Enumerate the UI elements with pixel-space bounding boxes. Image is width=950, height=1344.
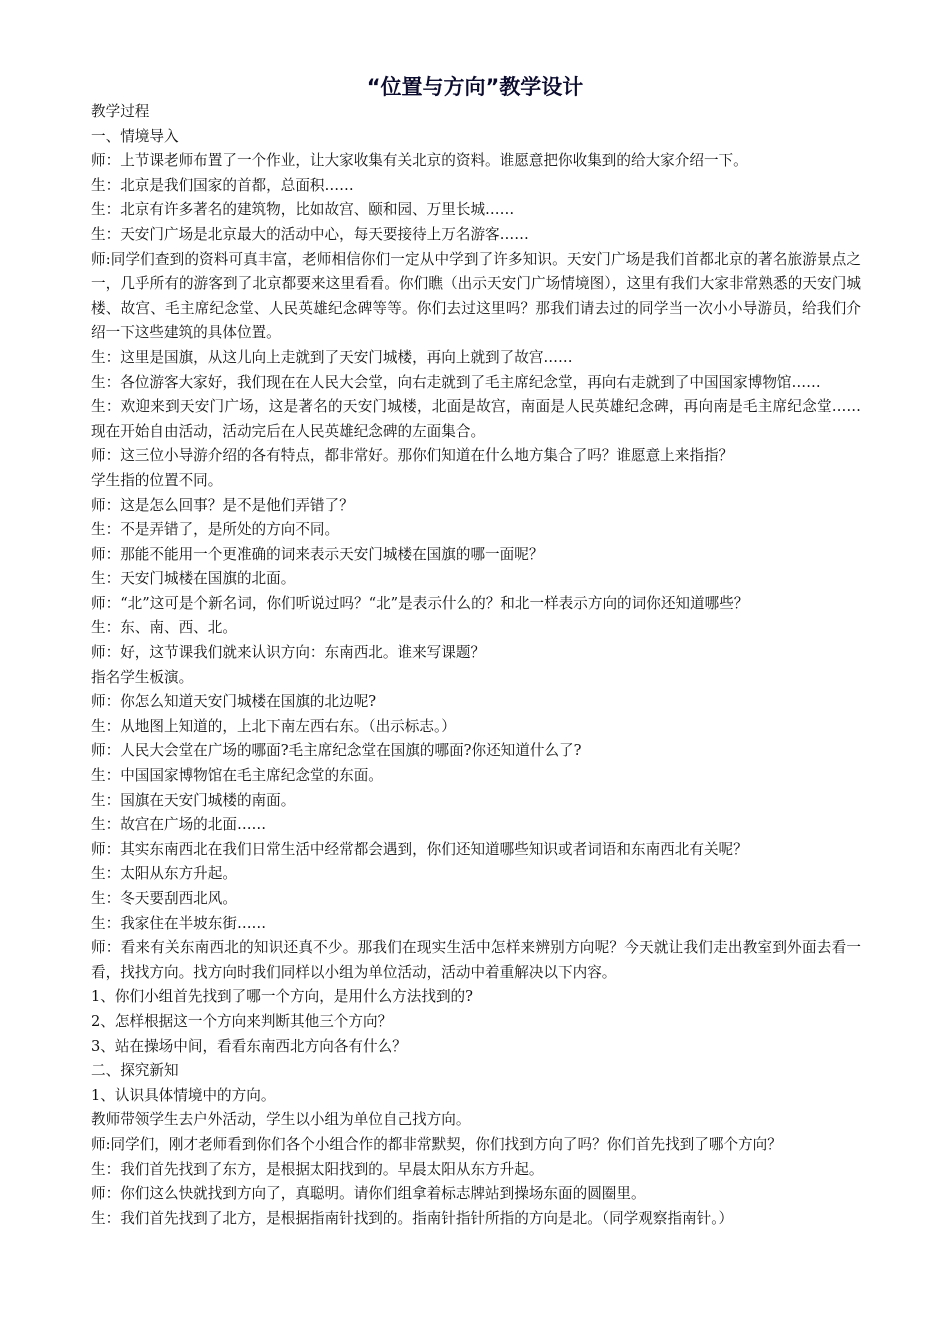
paragraph: 生：我们首先找到了东方，是根据太阳找到的。早晨太阳从东方升起。	[91, 1160, 544, 1178]
paragraph: 1、你们小组首先找到了哪一个方向，是用什么方法找到的?	[91, 988, 473, 1006]
paragraph: 师：你怎么知道天安门城楼在国旗的北边呢?	[91, 693, 377, 711]
paragraph: 教学过程	[91, 103, 150, 120]
paragraph: 师：好，这节课我们就来认识方向：东南西北。谁来写课题？	[91, 644, 486, 662]
paragraph: 师：人民大会堂在广场的哪面?毛主席纪念堂在国旗的哪面?你还知道什么了?	[91, 742, 582, 760]
paragraph: 指名学生板演。	[91, 668, 194, 686]
paragraph: 生：欢迎来到天安门广场，这是著名的天安门城楼，北面是故宫，南面是人民英雄纪念碑，再向南是毛主席纪念堂……现在开始自由活动，活动完后在人民英雄纪念碑的左面集合。	[91, 398, 861, 440]
paragraph: 教师带领学生去户外活动，学生以小组为单位自己找方向。	[91, 1111, 471, 1129]
paragraph: 师：这是怎么回事？是不是他们弄错了？	[91, 496, 354, 514]
paragraph: 生：故宫在广场的北面……	[91, 816, 267, 834]
paragraph: 生：我家住在半坡东街……	[91, 914, 267, 932]
paragraph: 师:同学们，刚才老师看到你们各个小组合作的都非常默契，你们找到方向了吗？你们首先找到了哪个方向？	[91, 1135, 782, 1153]
paragraph: 师：“北”这可是个新名词，你们听说过吗？“北”是表示什么的？和北一样表示方向的词你还知道哪些？	[91, 594, 749, 612]
paragraph: 师：那能不能用一个更准确的词来表示天安门城楼在国旗的哪一面呢？	[91, 545, 544, 563]
paragraph: 师:同学们查到的资料可真丰富，老师相信你们一定从中学到了许多知识。天安门广场是我们首都北京的著名旅游景点之一，几乎所有的游客到了北京都要来这里看看。你们瞧（出示天安门广场情境图），这里有我们大家非常熟悉的天安门城楼、故宫、毛主席纪念堂、人民英雄纪念碑等等。你们去过这里吗？那我们请去过的同学当一次小小导游员，给我们介绍一下这些建筑的具体位置。	[91, 250, 861, 342]
paragraph: 生：冬天要刮西北风。	[91, 890, 237, 907]
paragraph: 3、站在操场中间，看看东南西北方向各有什么？	[91, 1037, 407, 1055]
paragraph: 师：其实东南西北在我们日常生活中经常都会遇到，你们还知道哪些知识或者词语和东南西北有关呢？	[91, 840, 748, 858]
paragraph: 生：不是弄错了，是所处的方向不同。	[91, 521, 340, 539]
paragraph: 师：你们这么快就找到方向了，真聪明。请你们组拿着标志牌站到操场东面的圆圈里。	[91, 1185, 646, 1203]
paragraph: 生：我们首先找到了北方，是根据指南针找到的。指南针指针所指的方向是北。（同学观察指南针。）	[91, 1209, 734, 1227]
paragraph: 生：从地图上知道的，上北下南左西右东。（出示标志。）	[91, 717, 456, 735]
paragraph: 生：这里是国旗，从这儿向上走就到了天安门城楼，再向上就到了故宫……	[91, 348, 573, 366]
paragraph: 生：东、南、西、北。	[91, 619, 237, 637]
paragraph: 生：太阳从东方升起。	[91, 865, 237, 883]
paragraph: 1、认识具体情境中的方向。	[91, 1086, 276, 1104]
paragraph: 生：天安门广场是北京最大的活动中心，每天要接待上万名游客……	[91, 225, 529, 243]
paragraph: 生：中国国家博物馆在毛主席纪念堂的东面。	[91, 767, 383, 785]
document-title: “位置与方向”教学设计	[366, 75, 584, 99]
paragraph: 生：国旗在天安门城楼的南面。	[91, 791, 296, 809]
paragraph: 生：天安门城楼在国旗的北面。	[91, 570, 296, 588]
paragraph: 生：北京有许多著名的建筑物，比如故宫、颐和园、万里长城……	[91, 201, 515, 219]
paragraph: 学生指的位置不同。	[91, 471, 223, 489]
paragraph: 二、探究新知	[91, 1062, 179, 1080]
paragraph: 师：上节课老师布置了一个作业，让大家收集有关北京的资料。谁愿意把你收集到的给大家介绍一下。	[91, 152, 748, 170]
paragraph: 生：各位游客大家好，我们现在在人民大会堂，向右走就到了毛主席纪念堂，再向右走就到了中国国家博物馆……	[91, 373, 821, 391]
document-body	[91, 100, 861, 1231]
paragraph: 师：看来有关东南西北的知识还真不少。那我们在现实生活中怎样来辨别方向呢？今天就让我们走出教室到外面去看一看，找找方向。找方向时我们同样以小组为单位活动，活动中着重解决以下内容。	[91, 939, 861, 981]
paragraph: 师：这三位小导游介绍的各有特点，都非常好。那你们知道在什么地方集合了吗？谁愿意上来指指？	[91, 447, 734, 465]
paragraph: 一、情境导入	[91, 127, 179, 145]
paragraph: 生：北京是我们国家的首都，总面积……	[91, 176, 354, 194]
paragraph: 2、怎样根据这一个方向来判断其他三个方向？	[91, 1012, 393, 1030]
